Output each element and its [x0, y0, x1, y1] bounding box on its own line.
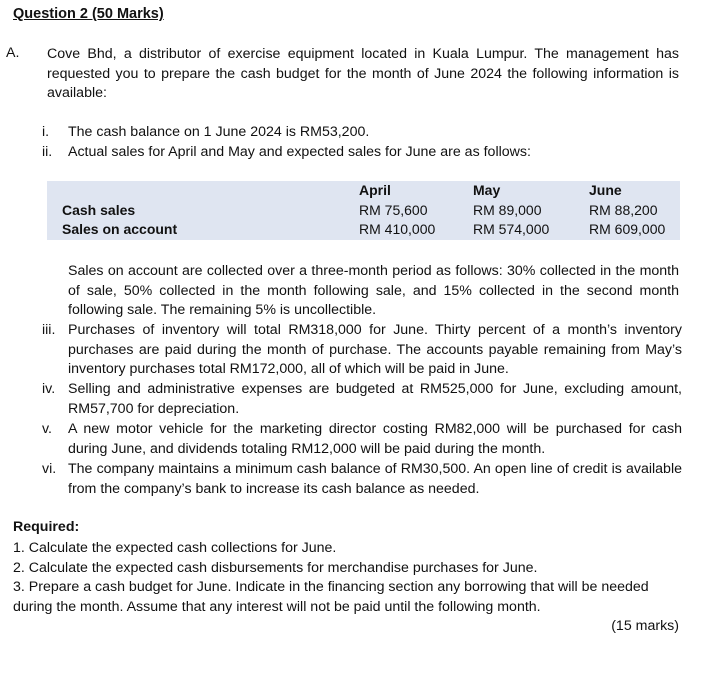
header-blank [47, 181, 359, 201]
item-number: ii. [42, 144, 53, 160]
item-text: Selling and administrative expenses are budgeted at RM525,000 for June, excluding amount, RM57,700 for depreciation. [68, 381, 682, 417]
cell-april: RM 410,000 [359, 221, 436, 237]
question-heading: Question 2 (50 Marks) [13, 6, 164, 22]
sales-table [47, 181, 680, 240]
table-row [47, 220, 680, 240]
row-label: Sales on account [62, 221, 178, 237]
item-number: iii. [42, 322, 56, 338]
required-title: Required: [13, 519, 80, 535]
marks-label: (15 marks) [611, 618, 679, 634]
cell-may: RM 89,000 [473, 201, 542, 218]
required-item-3: 3. Prepare a cash budget for June. Indicate in the financing section any borrowing that will be needed during the month. Assume that any interest will not be paid until the following month. [13, 579, 649, 615]
intro-paragraph: Cove Bhd, a distributor of exercise equipment located in Kuala Lumpur. The management has requested you to prepare the cash budget for the month of June 2024 the following information is available: [47, 46, 679, 101]
item-text: The company maintains a minimum cash balance of RM30,500. An open line of credit is available from the company’s bank to increase its cash balance as needed. [68, 461, 682, 497]
required-item-1: 1. Calculate the expected cash collections for June. [13, 540, 337, 556]
item-text: A new motor vehicle for the marketing director costing RM82,000 will be purchased for cash during June, and dividends totaling RM12,000 will be paid during the month. [68, 421, 682, 457]
cell-june: RM 609,000 [589, 221, 666, 237]
row-label: Cash sales [62, 201, 136, 218]
table-header-row [47, 181, 680, 201]
item-number: v. [42, 421, 52, 437]
required-item-2: 2. Calculate the expected cash disbursements for merchandise purchases for June. [13, 560, 538, 576]
table-row [47, 201, 680, 221]
cell-april: RM 75,600 [359, 201, 428, 218]
header-april: April [359, 182, 391, 198]
cell-may: RM 574,000 [473, 221, 550, 237]
header-may: May [473, 182, 501, 198]
item-number: i. [42, 124, 50, 140]
item-text: The cash balance on 1 June 2024 is RM53,200. [68, 124, 370, 140]
item-text: Actual sales for April and May and expected sales for June are as follows: [68, 144, 531, 160]
header-june: June [589, 182, 622, 198]
item-number: iv. [42, 381, 56, 397]
item-text: Purchases of inventory will total RM318,000 for June. Thirty percent of a month’s inventory purchases are paid during the month of purchase. The accounts payable remaining from May’s inventory purchases total RM172,000, all of which will be paid in June. [68, 322, 682, 377]
cell-june: RM 88,200 [589, 201, 658, 218]
collection-note: Sales on account are collected over a three-month period as follows: 30% collected in the month of sale, 50% collected in the month following sale, and 15% collected in the second month following sale. The remaining 5% is uncollectible. [68, 263, 679, 318]
section-letter: A. [6, 45, 20, 61]
item-number: vi. [42, 461, 57, 477]
